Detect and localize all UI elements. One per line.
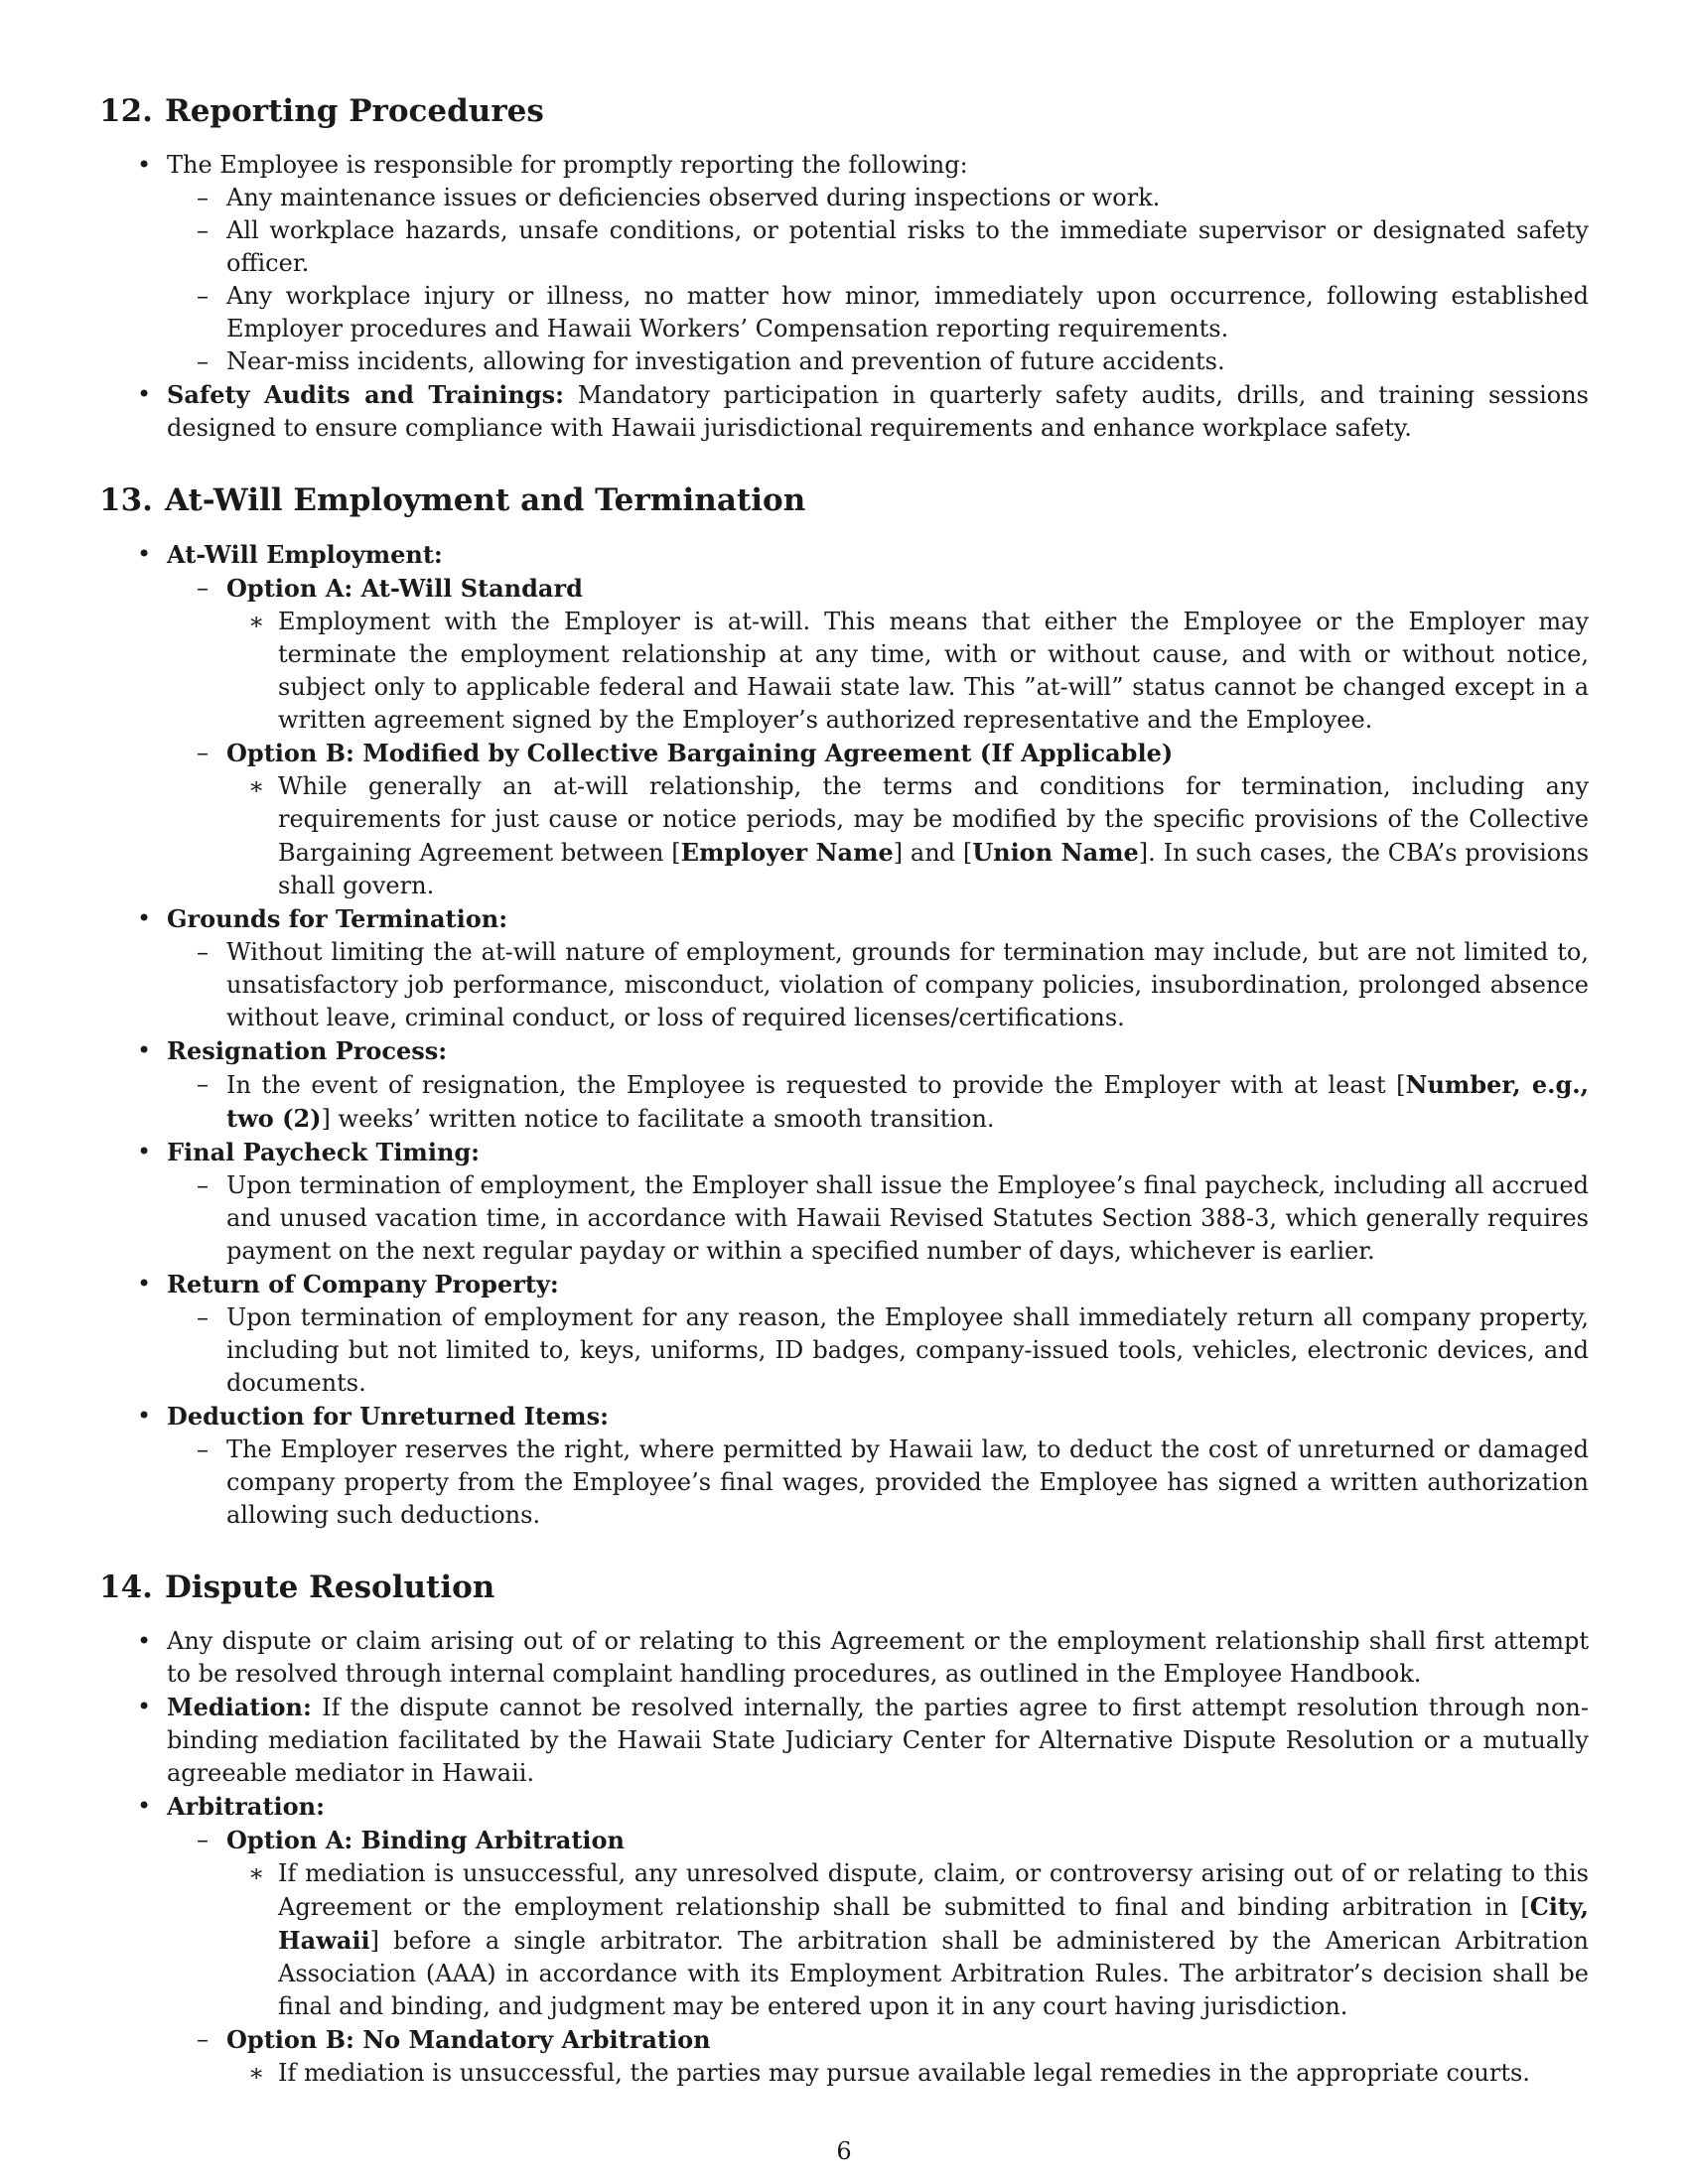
section-13-heading: 13. At-Will Employment and Termination	[99, 482, 806, 518]
section-13	[99, 480, 1589, 1532]
list-item: • Resignation Process:	[137, 1036, 448, 1065]
list-item: – Option B: No Mandatory Arbitration	[197, 2025, 711, 2054]
list-item: ∗ Employment with the Employer is at-will. This means that either the Employee or the Employer may terminate the employment relationship at any time, with or without cause, and with or without notice, subject only to applicable federal and Hawaii state law. This ”at-will” status cannot be changed except in a written agreement signed by the Employer’s authorized representative and the Employee.	[248, 608, 1589, 734]
list-item: – Option A: At-Will Standard	[197, 574, 583, 603]
section-12	[99, 91, 1589, 445]
list-item: • Any dispute or claim arising out of or relating to this Agreement or the employment relationship shall first attempt to be resolved through internal complaint handling procedures, as outlined in the Employee Handbook.	[137, 1627, 1589, 1688]
page-content	[99, 91, 1589, 2125]
list-item: • Arbitration:	[137, 1792, 325, 1821]
section-14	[99, 1568, 1589, 2090]
list-item: – All workplace hazards, unsafe conditions, or potential risks to the immediate supervisor or designated safety officer.	[197, 216, 1589, 277]
section-12-list	[99, 149, 1589, 445]
list-item: – Option A: Binding Arbitration	[197, 1826, 625, 1854]
section-12-heading: 12. Reporting Procedures	[99, 93, 544, 129]
list-item: – In the event of resignation, the Employee is requested to provide the Employer with at least [Number, e.g., two (2)] weeks’ written notice to facilitate a smooth transition.	[197, 1070, 1590, 1133]
list-item: ∗ While generally an at-will relationship, the terms and conditions for termination, including any requirements for just cause or notice periods, may be modified by the specific provisions of the Collective Bargaining Agreement between [Employer Name] and [Union Name]. In such cases, the CBA’s provisions shall govern.	[248, 772, 1590, 899]
list-item: • The Employee is responsible for promptly reporting the following:	[137, 151, 968, 179]
list-item: • Return of Company Property:	[137, 1270, 559, 1298]
section-13-list	[99, 538, 1589, 1532]
list-item: – Without limiting the at-will nature of employment, grounds for termination may include, but are not limited to, unsatisfactory job performance, misconduct, violation of company policies, insubordination, prolonged absence without leave, criminal conduct, or loss of required licenses/certifications.	[197, 938, 1589, 1031]
section-14-heading: 14. Dispute Resolution	[99, 1570, 495, 1605]
list-item: – Upon termination of employment, the Employer shall issue the Employee’s final paycheck, including all accrued and unused vacation time, in accordance with Hawaii Revised Statutes Section 388-3, which generally requires payment on the next regular payday or within a specified number of days, whichever is earlier.	[197, 1171, 1589, 1265]
list-item: • Safety Audits and Trainings: Mandatory participation in quarterly safety audits, drills, and training sessions designed to ensure compliance with Hawaii jurisdictional requirements and enhance workplace safety.	[137, 380, 1589, 442]
list-item: – Near-miss incidents, allowing for investigation and prevention of future accidents.	[197, 347, 1225, 375]
list-item: ∗ If mediation is unsuccessful, the parties may pursue available legal remedies in the appropriate courts.	[248, 2059, 1530, 2087]
list-item: • Deduction for Unreturned Items:	[137, 1402, 609, 1431]
list-item: • Final Paycheck Timing:	[137, 1138, 481, 1166]
list-item: • At-Will Employment:	[137, 540, 443, 569]
page-number: 6	[836, 2137, 852, 2165]
list-item: – Upon termination of employment for any reason, the Employee shall immediately return all company property, including but not limited to, keys, uniforms, ID badges, company-issued tools, vehicles, electronic devices, and documents.	[197, 1303, 1589, 1397]
list-item: – Any workplace injury or illness, no matter how minor, immediately upon occurrence, following established Employer procedures and Hawaii Workers’ Compensation reporting requirements.	[197, 282, 1589, 342]
section-14-list	[99, 1625, 1589, 2090]
list-item: • Grounds for Termination:	[137, 904, 508, 933]
list-item: – The Employer reserves the right, where permitted by Hawaii law, to deduct the cost of unreturned or damaged company property from the Employee’s final wages, provided the Employee has signed a written authorization allowing such deductions.	[197, 1435, 1589, 1529]
list-item: • Mediation: If the dispute cannot be resolved internally, the parties agree to first attempt resolution through non-binding mediation facilitated by the Hawaii State Judiciary Center for Alternative Dispute Resolution or a mutually agreeable mediator in Hawaii.	[137, 1693, 1589, 1787]
list-item: ∗ If mediation is unsuccessful, any unresolved dispute, claim, or controversy arising out of or relating to this Agreement or the employment relationship shall be submitted to final and binding arbitration in [City, Hawaii] before a single arbitrator. The arbitration shall be administered by the American Arbitration Association (AAA) in accordance with its Employment Arbitration Rules. The arbitrator’s decision shall be final and binding, and judgment may be entered upon it in any court having jurisdiction.	[248, 1859, 1589, 2020]
list-item: – Option B: Modified by Collective Bargaining Agreement (If Applicable)	[197, 739, 1174, 767]
list-item: – Any maintenance issues or deficiencies observed during inspections or work.	[197, 184, 1161, 211]
